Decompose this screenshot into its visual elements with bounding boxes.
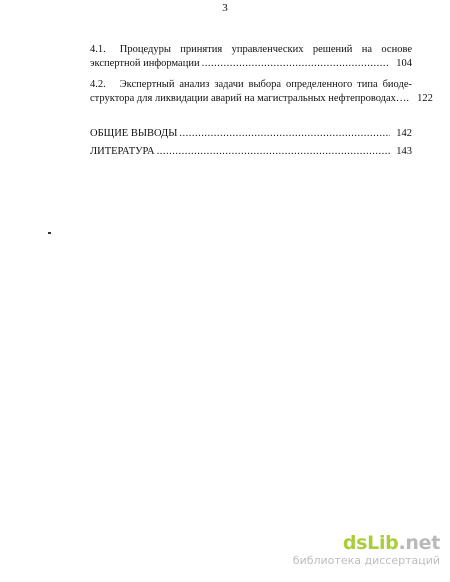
- toc-entry-literature: [90, 145, 412, 159]
- toc-entry-4-2-heading: [90, 78, 412, 92]
- toc-entry-4-2-title-line2: структора для ликвидации аварий на магистральных нефтепроводах….: [90, 93, 410, 104]
- toc-entry-conclusions-page: 142: [396, 128, 412, 139]
- dot-leader: [179, 127, 390, 141]
- toc-entry-conclusions: [90, 127, 412, 141]
- toc-entry-conclusions-title: ОБЩИЕ ВЫВОДЫ: [90, 128, 178, 139]
- toc-entry-4-2: [90, 78, 433, 106]
- toc-entry-4-1: [90, 43, 412, 71]
- toc-entry-4-2-page: 122: [417, 93, 433, 104]
- toc-entry-literature-page: 143: [396, 146, 412, 157]
- toc-entry-literature-row: [90, 145, 412, 159]
- dot-leader: [202, 57, 391, 71]
- toc-entry-literature-title: ЛИТЕРАТУРА: [90, 146, 155, 157]
- logo-part-dslib: dsLib: [342, 532, 399, 554]
- toc-entry-4-2-continuation: [90, 92, 433, 106]
- dot-leader: [157, 145, 391, 159]
- toc-entry-4-1-page: 104: [396, 58, 412, 69]
- toc-entry-4-1-title-line2: экспертной информации: [90, 58, 200, 69]
- logo-part-net: .net: [398, 532, 440, 554]
- dslib-subtitle: библиотека диссертаций: [292, 554, 440, 567]
- dslib-logo: [270, 532, 440, 554]
- page-number: 3: [222, 2, 228, 14]
- toc-entry-4-1-continuation: [90, 57, 412, 71]
- toc-entry-conclusions-row: [90, 127, 412, 141]
- toc-entry-4-1-number: 4.1.: [90, 44, 106, 55]
- scan-mark: [48, 232, 51, 234]
- toc-entry-4-2-title-line1: Экспертный анализ задачи выбора определенного типа биоде-: [119, 79, 412, 90]
- dslib-watermark[interactable]: [270, 532, 440, 568]
- toc-entry-4-2-number: 4.2.: [90, 79, 106, 90]
- toc-entry-4-1-title-line1: Процедуры принятия управленческих решений на основе: [119, 44, 412, 55]
- toc-entry-4-1-heading: [90, 43, 412, 57]
